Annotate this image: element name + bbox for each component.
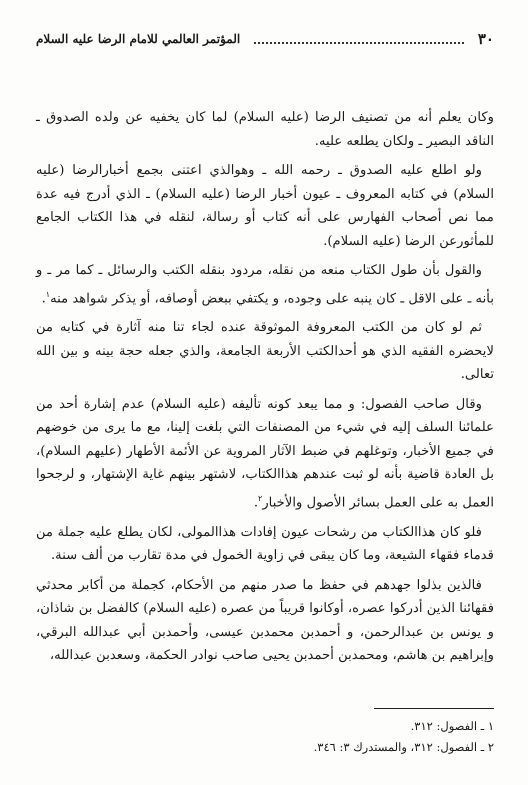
- page-number: ٣٠: [477, 30, 494, 48]
- paragraph: وكان يعلم أنه من تصنيف الرضا (عليه السلام) لما كان يخفيه عن ولده الصدوق ـ الناقد البصير ـ ولكان يطلعه عليه.: [36, 110, 494, 149]
- header-dotted-leader: [254, 34, 464, 44]
- running-title: المؤتمر العالمي للامام الرضا عليه السلام: [36, 32, 241, 46]
- footnote-item: ٢ ـ الفصول: ٣١٢، والمستدرك ٣: ٣٤٦.: [313, 740, 494, 754]
- paragraph: وقال صاحب الفصول: و مما يبعد كونه تأليفه (عليه السلام) عدم إشارة أحد من علمائنا السلف إليه في شيء من المصنفات التي بلغت إلينا، مع ما يرى من خوضهم في جميع الأخبار، وتوغلهم في ضبط الآثار المروية عن الأئمة الأطهار (عليهم السلام)، بل العادة قاضية بأنه لو ثبت عندهم هذاالكتاب، لاشتهر بينهم غاية الإشتهار، و لرجحوا العمل به على العمل بسائر الأصول والأخبار$^٢$.: [36, 396, 494, 511]
- footnote-ref[interactable]: ١: [45, 289, 51, 299]
- footnote-item: ١ ـ الفصول: ٣١٢.: [410, 719, 494, 733]
- footnote-ref[interactable]: ٢: [258, 493, 263, 503]
- footnotes: [36, 716, 494, 758]
- paragraph: ولو اطلع عليه الصدوق ـ رحمه الله ـ وهوالذي اعتنى بجمع أخبارالرضا (عليه السلام) في كتابه المعروف ـ عيون أخبار الرضا (عليه السلام) ـ الذي أدرج فيه عدة مما نص أصحاب الفهارس على أنه كتاب أو رسالة، لنقله في هذا الكتاب الجامع للمأثورعن الرضا (عليه السلام).: [36, 163, 494, 249]
- paragraph: فلو كان هذاالكتاب من رشحات عيون إفادات هذاالمولى، لكان يطلع عليه جملة من قدماء فقهاء الشيعة، وما كان يبقى في زاوية الخمول في مدة تقارب من ألف سنة.: [36, 524, 494, 564]
- footnote-separator: [374, 708, 494, 709]
- paragraph: والقول بأن طول الكتاب منعه من نقله، مردود بنقله الكتب والرسائل ـ كما مر ـ و بأنه ـ على الاقل ـ كان ينبه على وجوده، و يكتفي ببعض أوصافه، أو يذكر شواهد منه$^١$.: [36, 263, 494, 306]
- page-header: [36, 28, 494, 50]
- main-text: [36, 106, 494, 668]
- paragraph: فالذين بذلوا جهدهم في حفظ ما صدر منهم من الأحكام، كجملة من أكابر محدثي فقهائنا الذين أدركوا عصره، أوكانوا قريباً من عصره (عليه السلام) كالفضل بن شاذان، و يونس بن عبدالرحمن، و أحمدبن محمدبن عيسى، وأحمدبن أبي عبدالله البرقي، وإبراهيم بن هاشم، ومحمدبن أحمدبن يحيى صاحب نوادر الحكمة، وسعدبن عبدالله،: [36, 577, 494, 664]
- paragraph: ثم لو كان من الكتب المعروفة الموثوقة عنده لجاء تنا منه آثارة في كتابه من لايحضره الفقيه الذي هو أحدالكتب الأربعة الجامعة، والذي جعله حجة بينه و بين الله تعالى.: [36, 320, 494, 383]
